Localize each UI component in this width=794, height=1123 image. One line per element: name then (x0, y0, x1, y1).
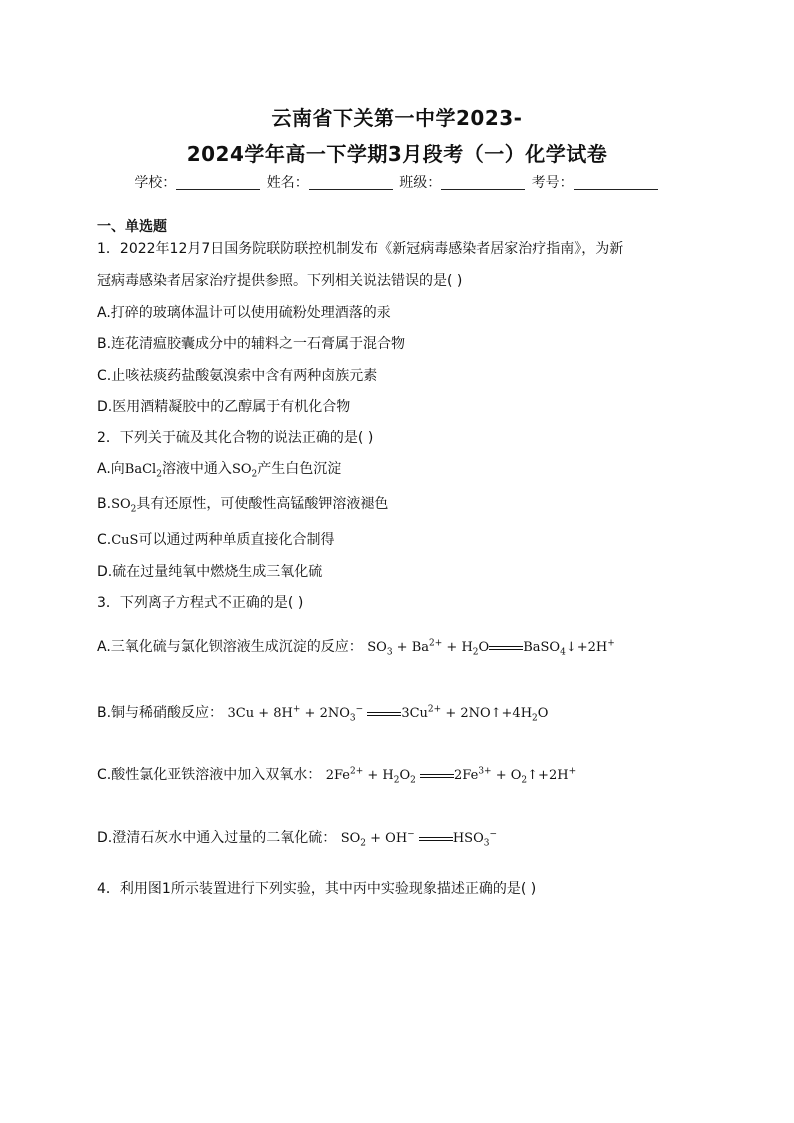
q3-option-a: A.三氧化硫与氯化钡溶液生成沉淀的反应： $SO_3 + Ba^{2+} + H_2O$ BaSO$_4$↓+2H+ (97, 638, 615, 658)
q3-a-equation: $SO_3 + Ba^{2+} + H_2O$ BaSO$_4$↓+2H+ (367, 638, 615, 658)
name-label: 姓名： (266, 175, 309, 191)
exam-number-blank[interactable] (574, 175, 658, 190)
exam-title-line2: 2024学年高一下学期3月段考（一）化学试卷 (186, 142, 608, 166)
section-title: 一、单选题 (97, 219, 167, 235)
q1-option-d: D.医用酒精凝胶中的乙醇属于有机化合物 (97, 399, 351, 415)
q2-option-a: A.向BaCl$_2$溶液中通入$SO_2$产生白色沉淀 (97, 461, 342, 480)
q3-stem: 3．下列离子方程式不正确的是( ) (97, 595, 304, 611)
class-blank[interactable] (441, 175, 525, 190)
school-label: 学校： (134, 175, 177, 191)
q3-option-b: B.铜与稀硝酸反应： $3Cu + 8H^+ + 2NO_3^-$ $3Cu^{2+}$ + $2NO↑+4H_2O$ (97, 704, 549, 724)
q3-c-equation: $2Fe^{2+} + H_2O_2$ $2Fe^{3+}$ + $O_2↑+2H^+$ (325, 766, 577, 786)
student-info-row (0, 172, 794, 192)
q2-option-b: $B.SO_2$具有还原性，可使酸性高锰酸钾溶液褪色 (97, 496, 389, 515)
q1-stem-line2: 冠病毒感染者居家治疗提供参照。下列相关说法错误的是( ) (97, 273, 463, 289)
q2-stem: 2．下列关于硫及其化合物的说法正确的是( ) (97, 430, 374, 446)
q4-stem: 4．利用图1所示装置进行下列实验，其中丙中实验现象描述正确的是( ) (97, 881, 537, 897)
q1-option-a: A.打碎的玻璃体温计可以使用硫粉处理酒落的汞 (97, 305, 391, 321)
school-blank[interactable] (176, 175, 260, 190)
q3-option-c: C.酸性氯化亚铁溶液中加入双氧水： $2Fe^{2+} + H_2O_2$ $2Fe^{3+}$ + $O_2↑+2H^+$ (97, 766, 577, 786)
q3-b-equation: $3Cu + 8H^+ + 2NO_3^-$ $3Cu^{2+}$ + $2NO↑+4H_2O$ (227, 704, 549, 724)
class-label: 班级： (399, 175, 442, 191)
exam-number-label: 考号： (531, 175, 574, 191)
name-blank[interactable] (309, 175, 393, 190)
exam-title-line1: 云南省下关第一中学2023- (271, 106, 523, 130)
q1-option-b: B.连花清瘟胶囊成分中的辅料之一石膏属于混合物 (97, 336, 406, 352)
q2-option-d: D.硫在过量纯氧中燃烧生成三氧化硫 (97, 564, 323, 580)
q1-option-c: C.止咳祛痰药盐酸氨溴索中含有两种卤族元素 (97, 368, 378, 384)
q2-option-c: C.CuS可以通过两种单质直接化合制得 (97, 532, 335, 548)
q3-option-d: D.澄清石灰水中通入过量的二氧化硫： $SO_2 + OH^-$ $HSO_3^-$ (97, 829, 498, 849)
q3-d-equation: $SO_2 + OH^-$ $HSO_3^-$ (340, 829, 498, 849)
q1-stem-line1: 1．2022年12月7日国务院联防联控机制发布《新冠病毒感染者居家治疗指南》，为新 (97, 241, 624, 257)
